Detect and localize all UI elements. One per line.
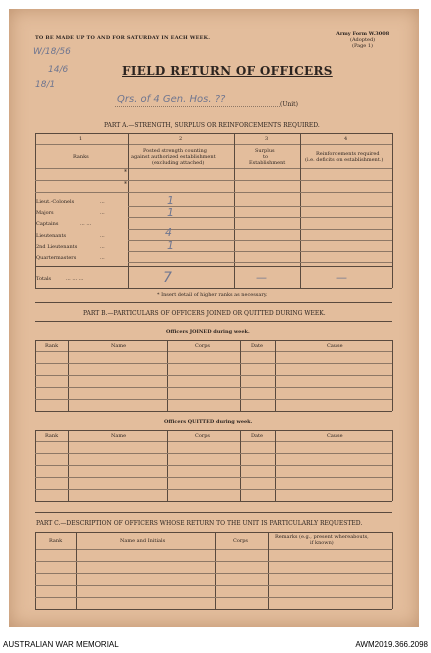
col-number-2: 2 <box>179 136 183 142</box>
part-c-col-corps: Corps <box>233 538 248 544</box>
part-c-heading: PART C.—DESCRIPTION OF OFFICERS WHOSE RETURN TO THE UNIT IS PARTICULARLY REQUESTED. <box>36 520 363 527</box>
part-c-row-line <box>35 573 392 574</box>
col-header-posted: against authorized establishment <box>131 154 216 160</box>
part-c-col-rank: Rank <box>49 538 63 544</box>
rank-label: 2nd Lieutenants <box>36 244 78 250</box>
col-header-ranks: Ranks <box>73 154 89 160</box>
handwritten-ref-1: W/18/56 <box>33 47 71 57</box>
form-title: FIELD RETURN OF OFFICERS <box>122 64 333 78</box>
rank-dots: ... <box>100 210 105 216</box>
caption-right: AWM2019.366.2098 <box>355 640 428 649</box>
part-c-col-name: Name and Initials <box>120 538 166 544</box>
quitted-table-bottom <box>35 501 392 502</box>
unit-line <box>115 106 280 107</box>
unit-label: (Unit) <box>280 101 298 108</box>
part-c-col-remarks: if known) <box>310 540 334 546</box>
part-a-rule-top <box>35 133 392 134</box>
quitted-row-line <box>35 465 392 466</box>
caption-left: AUSTRALIAN WAR MEMORIAL <box>3 640 119 649</box>
quitted-col-name: Name <box>111 433 127 439</box>
rank-label: Majors <box>36 210 54 216</box>
rank-label: Captains <box>36 221 59 227</box>
joined-table-top <box>35 340 392 341</box>
quitted-col-cause: Cause <box>327 433 343 439</box>
star-mark: * <box>124 169 127 176</box>
joined-col-rank: Rank <box>45 343 59 349</box>
col-number-1: 1 <box>79 136 83 142</box>
joined-col-name: Name <box>111 343 127 349</box>
rank-dots: ... <box>100 255 105 261</box>
rank-dots: ... <box>100 199 105 205</box>
joined-table-bottom <box>35 411 392 412</box>
part-a-row-line <box>35 192 392 193</box>
part-c-row-line <box>35 585 392 586</box>
part-a-heading: PART A.—STRENGTH, SURPLUS OR REINFORCEMENTS REQUIRED. <box>104 122 320 129</box>
totals-posted: 7 <box>163 270 172 286</box>
part-c-col-remarks: Remarks (e.g., present whereabouts, <box>275 534 369 540</box>
totals-reinforcements: — <box>336 271 347 284</box>
form-page: (Page 1) <box>352 43 373 49</box>
posted-value: 4 <box>165 226 172 239</box>
part-c-rule-top <box>35 512 392 513</box>
quitted-col-line <box>392 430 393 501</box>
handwritten-ref-3: 18/1 <box>35 80 56 90</box>
part-c-table-top <box>35 532 392 533</box>
part-a-col-line <box>300 133 301 288</box>
form-id: Army Form W.3008 <box>336 31 390 37</box>
part-b-rule-top <box>35 302 392 303</box>
rank-dots: ... <box>100 233 105 239</box>
totals-dots: ... ... ... <box>66 276 84 282</box>
col-header-reinforcements: Reinforcements required <box>316 151 380 157</box>
totals-label: Totals <box>36 276 52 282</box>
part-a-col-line <box>392 133 393 288</box>
totals-surplus: — <box>256 271 267 284</box>
part-a-row-line <box>128 262 392 263</box>
col-number-4: 4 <box>344 136 348 142</box>
part-c-row-line <box>35 561 392 562</box>
quitted-header-rule <box>35 441 392 442</box>
part-a-col-line <box>234 133 235 288</box>
caption-bar <box>0 637 431 653</box>
joined-row-line <box>35 375 392 376</box>
part-a-totals-rule <box>35 266 392 267</box>
part-a-rule-numbers <box>35 144 392 145</box>
joined-col-cause: Cause <box>327 343 343 349</box>
col-header-surplus: to <box>263 154 269 160</box>
joined-col-date: Date <box>251 343 263 349</box>
joined-heading: Officers JOINED during week. <box>166 329 250 335</box>
handwritten-ref-2: 14/6 <box>48 65 69 75</box>
part-b-heading: PART B.—PARTICULARS OF OFFICERS JOINED OR QUITTED DURING WEEK. <box>83 310 326 317</box>
part-a-footnote: * Insert detail of higher ranks as necessary. <box>157 292 268 298</box>
part-c-header-rule <box>35 549 392 550</box>
star-mark: * <box>124 181 127 188</box>
col-header-surplus: Surplus <box>255 148 275 154</box>
part-c-row-line <box>35 597 392 598</box>
part-b-rule <box>35 321 392 322</box>
joined-col-corps: Corps <box>195 343 210 349</box>
quitted-row-line <box>35 489 392 490</box>
joined-row-line <box>35 363 392 364</box>
quitted-col-rank: Rank <box>45 433 59 439</box>
part-a-rule-header <box>35 168 392 169</box>
rank-label: Lieutenants <box>36 233 67 239</box>
quitted-heading: Officers QUITTED during week. <box>164 419 253 425</box>
part-a-rule-bottom <box>35 288 392 289</box>
joined-col-line <box>392 340 393 411</box>
part-a-row-line <box>35 180 392 181</box>
rank-label: Lieut.-Colonels <box>36 199 75 205</box>
rank-dots: ... ... <box>80 221 92 227</box>
unit-handwritten: Qrs. of 4 Gen. Hos. ?? <box>117 94 226 105</box>
col-header-posted: Posted strength counting <box>143 148 207 154</box>
posted-value: 1 <box>167 194 174 207</box>
col-header-posted: (excluding attached) <box>152 160 205 166</box>
part-a-col-line <box>128 133 129 288</box>
quitted-table-top <box>35 430 392 431</box>
quitted-row-line <box>35 477 392 478</box>
joined-row-line <box>35 387 392 388</box>
col-number-3: 3 <box>265 136 269 142</box>
joined-header-rule <box>35 351 392 352</box>
form-adopted: (Adopted) <box>350 37 376 43</box>
col-header-surplus: Establishment <box>249 160 286 166</box>
rank-dots: ... <box>100 244 105 250</box>
posted-value: 1 <box>167 206 174 219</box>
rank-label: Quartermasters <box>36 255 77 261</box>
part-c-table-bottom <box>35 609 392 610</box>
quitted-row-line <box>35 453 392 454</box>
quitted-col-corps: Corps <box>195 433 210 439</box>
posted-value: 1 <box>167 239 174 252</box>
col-header-reinforcements: (i.e. deficits on establishment.) <box>305 157 384 163</box>
form-instruction: TO BE MADE UP TO AND FOR SATURDAY IN EACH WEEK. <box>35 35 211 41</box>
quitted-col-date: Date <box>251 433 263 439</box>
part-c-col-line <box>392 532 393 609</box>
joined-row-line <box>35 399 392 400</box>
